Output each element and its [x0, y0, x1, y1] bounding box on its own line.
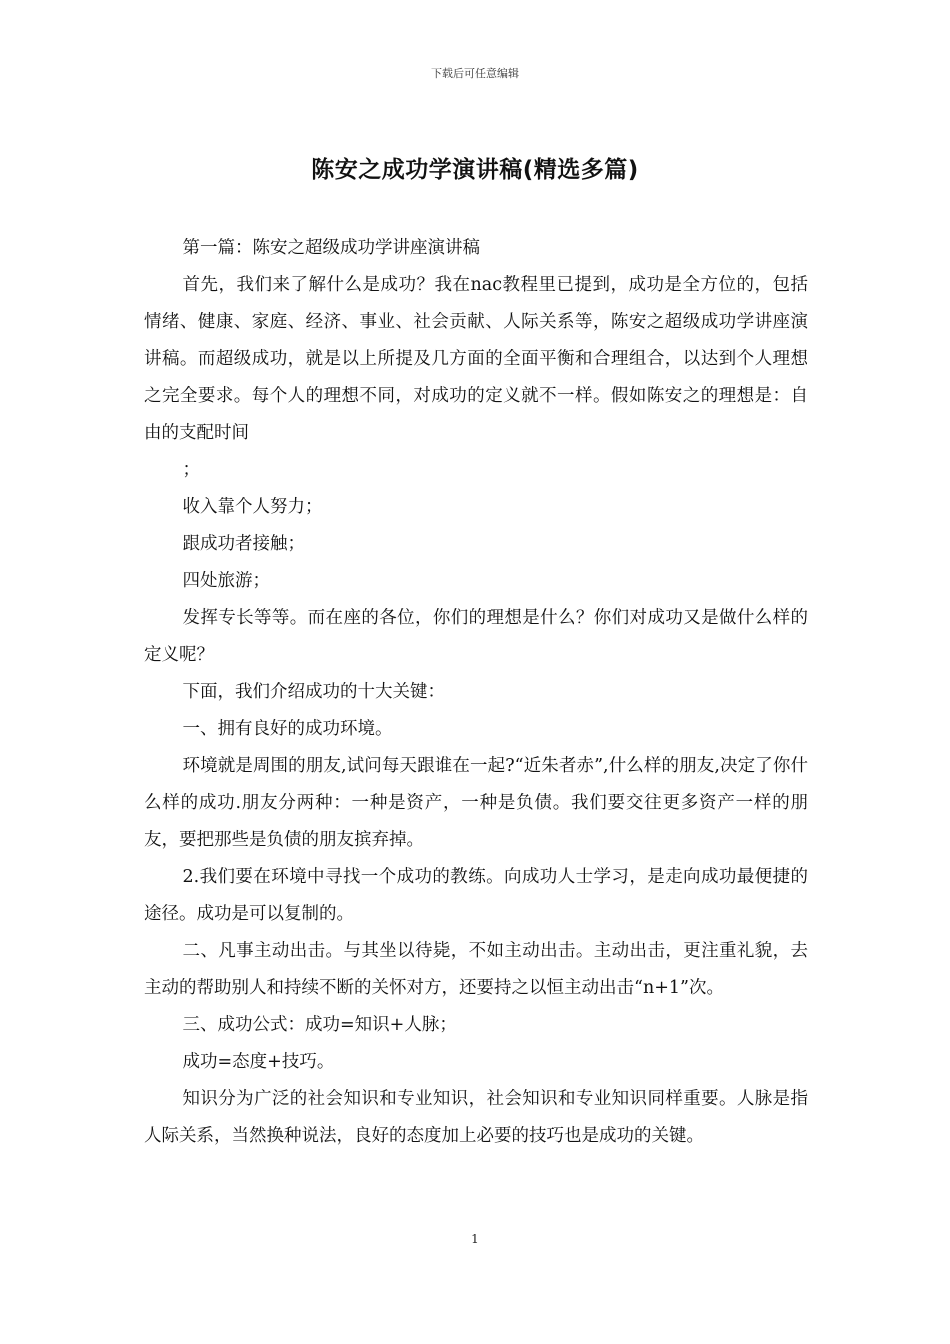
page-header-note: 下载后可任意编辑 — [431, 67, 519, 80]
paragraph: 发挥专长等等。而在座的各位，你们的理想是什么？你们对成功又是做什么样的定义呢？ — [144, 608, 808, 665]
paragraph: 下面，我们介绍成功的十大关键： — [182, 682, 445, 702]
paragraph: 三、成功公式：成功=知识+人脉； — [182, 1015, 457, 1035]
paragraph: 首先，我们来了解什么是成功？我在nac教程里已提到，成功是全方位的，包括情绪、健康、家庭、经济、事业、社会贡献、人际关系等，陈安之超级成功学讲座演讲稿。而超级成功，就是以上所提及几方面的全面平衡和合理组合，以达到个人理想之完全要求。每个人的理想不同，对成功的定义就不一样。假如陈安之的理想是：自由的支配时间 — [144, 275, 808, 443]
paragraph: 成功=态度+技巧。 — [182, 1052, 335, 1072]
paragraph: 环境就是周围的朋友,试问每天跟谁在一起?“近朱者赤”,什么样的朋友,决定了你什么样的成功.朋友分两种：一种是资产，一种是负债。我们要交往更多资产一样的朋友，要把那些是负债的朋友摈弃掉。 — [144, 756, 808, 850]
paragraph: 二、凡事主动出击。与其坐以待毙，不如主动出击。主动出击，更注重礼貌，去主动的帮助别人和持续不断的关怀对方，还要持之以恒主动出击“n+1”次。 — [144, 941, 808, 998]
paragraph: 四处旅游； — [182, 571, 270, 591]
page-number: 1 — [471, 1232, 479, 1246]
paragraph: ； — [182, 460, 200, 480]
paragraph: 一、拥有良好的成功环境。 — [182, 719, 393, 739]
section-heading: 第一篇：陈安之超级成功学讲座演讲稿 — [182, 238, 480, 258]
paragraph: 知识分为广泛的社会知识和专业知识，社会知识和专业知识同样重要。人脉是指人际关系，当然换种说法，良好的态度加上必要的技巧也是成功的关键。 — [144, 1089, 808, 1146]
document-body — [144, 230, 808, 1155]
paragraph: 跟成功者接触； — [182, 534, 305, 554]
paragraph: 2.我们要在环境中寻找一个成功的教练。向成功人士学习，是走向成功最便捷的途径。成功是可以复制的。 — [144, 867, 808, 924]
paragraph: 收入靠个人努力； — [182, 497, 323, 517]
document-title: 陈安之成功学演讲稿(精选多篇) — [311, 157, 639, 183]
